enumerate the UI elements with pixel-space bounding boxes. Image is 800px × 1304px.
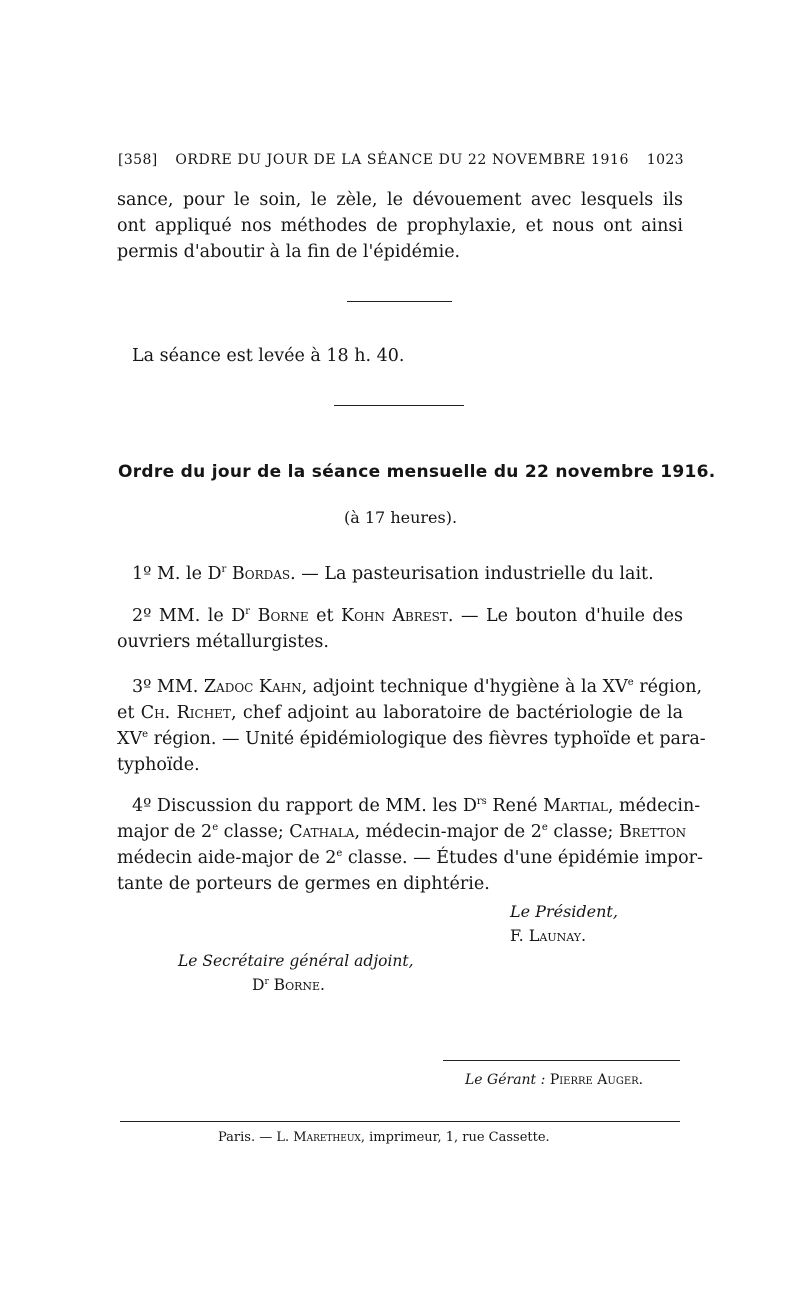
- item-2-author-2: Kohn Abrest: [341, 606, 448, 626]
- item-2-pre: MM. le D: [158, 606, 246, 626]
- secretary-title: Le Secrétaire général adjoint,: [178, 952, 414, 970]
- item-2-text: . — Le bouton d'huile des: [447, 606, 683, 626]
- item-4-pre-2: major de 2: [117, 822, 213, 842]
- president-name-end: .: [581, 926, 587, 945]
- item-3-author-1: Zadoc Kahn: [203, 677, 302, 697]
- item-3-pre-3: XV: [117, 729, 143, 749]
- item-4-mid-2b: , médecin-major de 2: [354, 822, 542, 842]
- item-3-sup-3: e: [142, 729, 149, 741]
- closing-note: La séance est levée à 18 h. 40.: [132, 346, 405, 366]
- item-1-author: Bordas: [231, 564, 291, 584]
- gerant-line: [465, 1072, 643, 1088]
- imprint-line: [218, 1130, 550, 1145]
- gerant-rule: [443, 1060, 680, 1061]
- imprint-rule: [120, 1121, 680, 1122]
- intro-line-1: sance, pour le soin, le zèle, le dévouement avec lesquels ils: [117, 190, 683, 210]
- item-3-end-1: région,: [633, 677, 703, 697]
- bracket-number: [358]: [118, 152, 158, 168]
- item-3-text-1: , adjoint technique d'hygiène à la XV: [301, 677, 628, 697]
- running-header: [118, 152, 684, 168]
- item-3-pre-2: et: [117, 703, 141, 723]
- agenda-item-3-line-3: [117, 729, 706, 749]
- president-surname: Launay: [528, 926, 582, 945]
- item-4-sup-2a: e: [212, 822, 219, 834]
- imprint-printer: Maretheux: [293, 1130, 361, 1145]
- item-4-sup-2b: e: [541, 822, 548, 834]
- agenda-title: Ordre du jour de la séance mensuelle du 22 novembre 1916.: [118, 462, 716, 482]
- item-4-author-2: Cathala: [289, 822, 355, 842]
- agenda-item-1: [132, 564, 654, 584]
- gerant-title: Le Gérant :: [465, 1072, 550, 1088]
- item-4-pre-3: médecin aide-major de 2: [117, 848, 337, 868]
- intro-line-2: ont appliqué nos méthodes de prophylaxie, et nous ont ainsi: [117, 216, 683, 236]
- item-3-sup-1: e: [627, 677, 634, 689]
- item-4-text-3: classe. — Études d'une épidémie impor-: [342, 848, 703, 868]
- agenda-item-4-line-3: [117, 848, 703, 868]
- gerant-name: Pierre Auger: [549, 1072, 639, 1088]
- item-3-pre: 3º MM.: [132, 677, 204, 697]
- gerant-end: .: [638, 1072, 644, 1088]
- intro-line-3: permis d'aboutir à la fin de l'épidémie.: [117, 242, 461, 262]
- secretary-surname: Borne: [268, 976, 321, 994]
- item-4-author-1: Martial: [543, 796, 608, 816]
- agenda-item-3-line-4: typhoïde.: [117, 755, 200, 775]
- separator-rule-2: [334, 405, 464, 406]
- item-3-text-3: région. — Unité épidémiologique des fièvres typhoïde et para-: [148, 729, 706, 749]
- item-4-sup-1: rs: [476, 796, 487, 808]
- secretary-name: [252, 976, 325, 994]
- item-2-sup: r: [245, 606, 251, 618]
- item-1-sup: r: [221, 564, 227, 576]
- agenda-time: (à 17 heures).: [344, 508, 458, 527]
- item-4-pre: 4º Discussion du rapport de MM. les D: [132, 796, 477, 816]
- item-1-number: 1º: [132, 564, 152, 584]
- president-name: [510, 926, 586, 945]
- imprint-pre: Paris. — L.: [218, 1130, 294, 1145]
- agenda-item-2-line-1: [132, 606, 683, 626]
- president-title: Le Président,: [510, 902, 618, 921]
- secretary-name-pre: D: [252, 976, 265, 994]
- agenda-item-3-line-1: [132, 677, 703, 697]
- item-2-mid: et: [308, 606, 342, 626]
- item-4-mid-1: René: [486, 796, 544, 816]
- item-2-author-1: Borne: [257, 606, 309, 626]
- agenda-item-2-line-2: ouvriers métallurgistes.: [117, 632, 329, 652]
- agenda-item-3-line-2: [117, 703, 683, 723]
- agenda-item-4-line-2: [117, 822, 687, 842]
- item-4-author-3: Bretton: [618, 822, 687, 842]
- secretary-name-sup: r: [264, 976, 269, 987]
- secretary-name-end: .: [320, 976, 325, 994]
- item-1-text: . — La pasteurisation industrielle du lait.: [290, 564, 654, 584]
- item-1-pre: M. le D: [156, 564, 222, 584]
- item-4-end-1: , médecin-: [607, 796, 701, 816]
- item-3-author-2: Ch. Richet: [140, 703, 231, 723]
- president-name-pre: F.: [510, 926, 529, 945]
- separator-rule-1: [347, 301, 452, 302]
- agenda-item-4-line-4: tante de porteurs de germes en diphtérie.: [117, 874, 490, 894]
- item-4-sup-3: e: [336, 848, 343, 860]
- item-4-mid-2c: classe;: [547, 822, 619, 842]
- item-2-number: 2º: [132, 606, 152, 626]
- page-number: 1023: [646, 152, 684, 168]
- imprint-text: , imprimeur, 1, rue Cassette.: [360, 1130, 550, 1145]
- item-4-mid-2: classe;: [218, 822, 290, 842]
- header-title: ORDRE DU JOUR DE LA SÉANCE DU 22 NOVEMBRE 1916: [175, 152, 630, 168]
- agenda-item-4-line-1: [132, 796, 701, 816]
- item-3-text-2: , chef adjoint au laboratoire de bactériologie de la: [230, 703, 684, 723]
